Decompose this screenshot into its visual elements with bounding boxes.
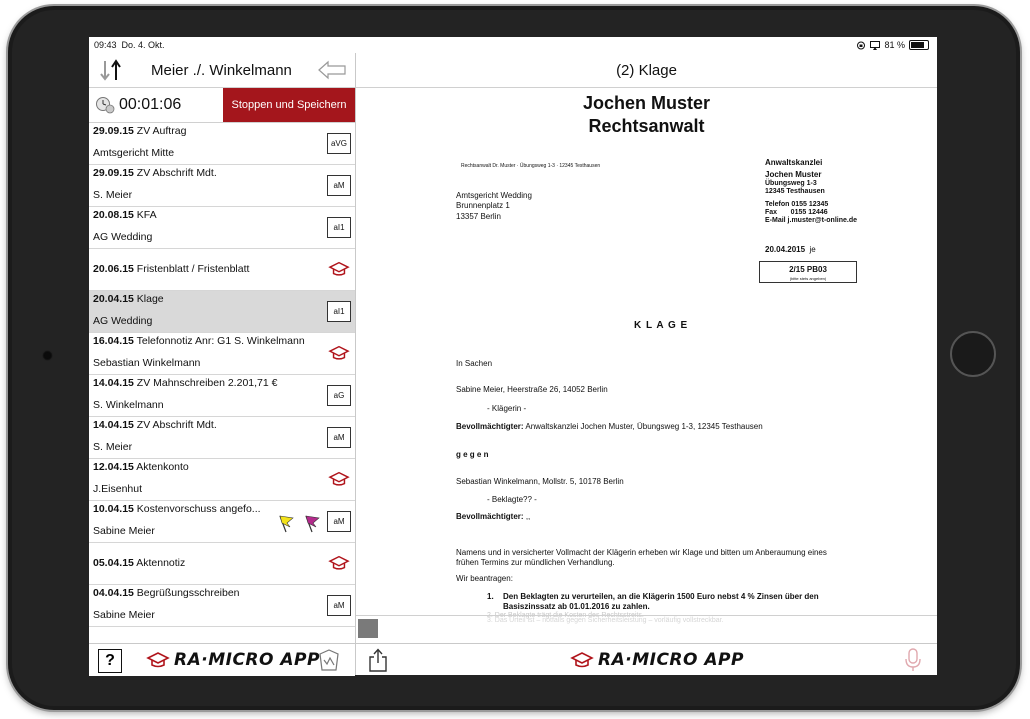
list-item-title xyxy=(93,335,305,347)
list-item-subtitle: S. Winkelmann xyxy=(93,399,164,411)
document-preview[interactable] xyxy=(356,88,937,619)
graduation-cap-icon[interactable] xyxy=(329,345,349,361)
list-item-text: Telefonnotiz Anr: G1 S. Winkelmann xyxy=(136,335,305,347)
microphone-icon[interactable] xyxy=(904,648,922,672)
list-item-badge[interactable]: aG xyxy=(327,385,351,406)
list-item-badge[interactable]: aI1 xyxy=(327,301,351,322)
doc-firm-fax: Fax 0155 12446 xyxy=(765,209,828,216)
list-item-text: KFA xyxy=(136,209,157,221)
list-item-date: 14.04.15 xyxy=(93,377,134,389)
list-item-title xyxy=(93,419,217,431)
list-item-title xyxy=(93,557,185,569)
doc-paragraph-line2: frühen Termins zur mündlichen Verhandlung. xyxy=(456,558,615,567)
list-item-subtitle: S. Meier xyxy=(93,189,133,201)
share-icon[interactable] xyxy=(368,648,388,672)
list-item-title xyxy=(93,125,186,137)
list-item[interactable] xyxy=(89,543,355,585)
battery-percent: 81 % xyxy=(884,40,905,50)
doc-defendant: Sebastian Winkelmann, Mollstr. 5, 10178 Berlin xyxy=(456,477,624,486)
list-item-date: 20.06.15 xyxy=(93,263,134,275)
list-item-date: 05.04.15 xyxy=(93,557,134,569)
graduation-cap-icon xyxy=(571,652,593,668)
list-item-badge[interactable]: aM xyxy=(327,175,351,196)
list-item[interactable] xyxy=(89,249,355,291)
doc-firm-heading: Anwaltskanzlei xyxy=(765,158,823,167)
doc-counsel2-label: Bevollmächtigter: xyxy=(456,512,524,521)
doc-recipient-line1: Amtsgericht Wedding xyxy=(456,191,532,200)
list-item-text: Fristenblatt / Fristenblatt xyxy=(136,263,250,275)
document-toolbar xyxy=(356,615,937,642)
document-list xyxy=(89,123,355,643)
list-item-text: ZV Auftrag xyxy=(136,125,187,137)
graduation-cap-icon[interactable] xyxy=(329,261,349,277)
left-pane xyxy=(89,53,356,675)
list-item-subtitle: S. Meier xyxy=(93,441,133,453)
list-item-date: 16.04.15 xyxy=(93,335,134,347)
list-item-badge[interactable]: aM xyxy=(327,427,351,448)
doc-in-sachen: In Sachen xyxy=(456,359,493,368)
list-item[interactable] xyxy=(89,123,355,165)
list-item-title xyxy=(93,503,261,515)
doc-request1-line2: Basiszinssatz ab 01.01.2016 zu zahlen. xyxy=(503,602,650,611)
list-item-date: 29.09.15 xyxy=(93,167,134,179)
status-time: 09:43 xyxy=(94,40,117,50)
list-item-date: 10.04.15 xyxy=(93,503,134,515)
doc-firm-email: E-Mail j.muster@t-online.de xyxy=(765,217,858,224)
doc-beantragen: Wir beantragen: xyxy=(456,574,513,583)
timer-row xyxy=(89,88,355,123)
doc-reference: 2/15 PB03 xyxy=(789,265,827,274)
list-item-badge[interactable]: aI1 xyxy=(327,217,351,238)
list-item-badge[interactable]: aM xyxy=(327,511,351,532)
camera xyxy=(42,350,53,361)
list-item-title xyxy=(93,461,189,473)
orientation-lock-icon xyxy=(856,41,866,50)
list-item-title xyxy=(93,587,240,599)
logo-text: RA·MICRO APP xyxy=(174,650,320,670)
signature-pad-icon[interactable] xyxy=(317,648,341,672)
list-item-date: 12.04.15 xyxy=(93,461,134,473)
back-arrow-icon[interactable] xyxy=(318,61,346,79)
doc-recipient-line3: 13357 Berlin xyxy=(456,212,501,221)
case-title: Meier ./. Winkelmann xyxy=(151,62,292,79)
list-item-title xyxy=(93,209,157,221)
battery-icon xyxy=(909,40,929,50)
doc-recipient-line2: Brunnenplatz 1 xyxy=(456,201,510,210)
list-item-date: 04.04.15 xyxy=(93,587,134,599)
list-item[interactable] xyxy=(89,207,355,249)
doc-request3: 3. Das Urteil ist – notfalls gegen Sicherheitsleistung – vorläufig vollstreckbar. xyxy=(487,617,724,624)
doc-defendant-role: - Beklagte?? - xyxy=(487,495,537,504)
doc-date: 20.04.2015 xyxy=(765,245,806,254)
purple-flag-icon[interactable] xyxy=(303,513,321,533)
list-item-subtitle: J.Eisenhut xyxy=(93,483,143,495)
timer-display: 00:01:06 xyxy=(119,96,182,113)
list-item-text: Aktennotiz xyxy=(136,557,186,569)
list-item-date: 14.04.15 xyxy=(93,419,134,431)
list-item-text: ZV Abschrift Mdt. xyxy=(136,167,217,179)
doc-firm-city: 12345 Testhausen xyxy=(765,188,825,195)
list-item-text: ZV Mahnschreiben 2.201,71 € xyxy=(136,377,278,389)
list-item-subtitle: Sabine Meier xyxy=(93,525,155,537)
doc-counsel1-value: Anwaltskanzlei Jochen Muster, Übungsweg 1-3, 12345 Testhausen xyxy=(525,422,763,431)
left-footer xyxy=(89,643,355,676)
doc-lawyer-title: Rechtsanwalt xyxy=(588,116,705,136)
list-item[interactable] xyxy=(89,333,355,375)
list-item-text: Klage xyxy=(136,293,164,305)
doc-firm-phone: Telefon 0155 12345 xyxy=(765,201,829,208)
list-item-text: Begrüßungsschreiben xyxy=(136,587,240,599)
doc-request2: 2. Der Beklagte trägt die Kosten des Rechtsstreits. xyxy=(487,612,644,619)
doc-plaintiff: Sabine Meier, Heerstraße 26, 14052 Berlin xyxy=(456,385,608,394)
list-item-date: 29.09.15 xyxy=(93,125,134,137)
left-header xyxy=(89,53,355,88)
ramicro-logo-right xyxy=(571,650,744,670)
graduation-cap-icon[interactable] xyxy=(329,555,349,571)
status-date: Do. 4. Okt. xyxy=(121,40,165,50)
doc-reference-box xyxy=(759,261,857,283)
list-item[interactable] xyxy=(89,375,355,417)
list-item-subtitle: AG Wedding xyxy=(93,231,153,243)
yellow-flag-icon[interactable] xyxy=(277,513,295,533)
list-item-text: ZV Abschrift Mdt. xyxy=(136,419,217,431)
right-pane xyxy=(356,53,937,675)
doc-counsel2-value: ,, xyxy=(525,512,531,521)
doc-request-number: 1. xyxy=(487,592,494,601)
doc-heading: K L A G E xyxy=(634,320,689,331)
screen xyxy=(89,37,937,675)
doc-plaintiff-role: - Klägerin - xyxy=(487,404,527,413)
graduation-cap-icon[interactable] xyxy=(329,471,349,487)
list-item-badge[interactable]: aVG xyxy=(327,133,351,154)
list-item[interactable] xyxy=(89,291,355,333)
doc-firm-street: Übungsweg 1-3 xyxy=(765,180,817,187)
airplay-icon xyxy=(870,41,880,50)
help-button[interactable]: ? xyxy=(98,649,122,673)
doc-request1-line1: Den Beklagten zu verurteilen, an die Klägerin 1500 Euro nebst 4 % Zinsen über den xyxy=(503,592,819,601)
ramicro-logo xyxy=(147,650,320,670)
doc-reference-note: (bitte stets angeben) xyxy=(789,276,827,281)
doc-sender-line: Rechtsanwalt Dr. Muster · Übungsweg 1-3 · 12345 Testhausen xyxy=(461,163,601,169)
list-item-title xyxy=(93,263,249,275)
list-item-date: 20.08.15 xyxy=(93,209,134,221)
list-item[interactable] xyxy=(89,417,355,459)
doc-gegen: g e g e n xyxy=(456,450,489,459)
doc-date-suffix: je xyxy=(809,245,816,254)
list-item-subtitle: Sebastian Winkelmann xyxy=(93,357,201,369)
stop-and-save-button[interactable]: Stoppen und Speichern xyxy=(223,88,355,122)
page-thumbnail[interactable] xyxy=(358,619,378,638)
list-item-badge[interactable]: aM xyxy=(327,595,351,616)
list-item[interactable] xyxy=(89,459,355,501)
right-footer xyxy=(356,643,937,676)
doc-firm-name: Jochen Muster xyxy=(765,170,822,179)
graduation-cap-icon xyxy=(147,652,169,668)
right-header xyxy=(356,53,937,88)
list-item[interactable] xyxy=(89,501,355,543)
battery-fill xyxy=(911,42,924,48)
doc-lawyer-name: Jochen Muster xyxy=(582,93,711,113)
list-item-title xyxy=(93,377,277,389)
doc-paragraph-line1: Namens und in versicherter Vollmacht der Klägerin erheben wir Klage und bitten um Anberaumung eines xyxy=(456,548,827,557)
list-item-title xyxy=(93,293,164,305)
logo-text: RA·MICRO APP xyxy=(598,650,744,670)
home-button[interactable] xyxy=(950,331,996,377)
list-item-subtitle: Amtsgericht Mitte xyxy=(93,147,175,159)
timer-clock-icon xyxy=(95,96,115,114)
list-item-subtitle: Sabine Meier xyxy=(93,609,155,621)
list-item-subtitle: AG Wedding xyxy=(93,315,153,327)
list-item-text: Kostenvorschuss angefo... xyxy=(136,503,261,515)
list-item-date: 20.04.15 xyxy=(93,293,134,305)
status-bar xyxy=(89,37,937,53)
list-item[interactable] xyxy=(89,585,355,627)
document-title: (2) Klage xyxy=(616,62,677,79)
list-item-title xyxy=(93,167,217,179)
list-item-text: Aktenkonto xyxy=(136,461,189,473)
doc-counsel1-label: Bevollmächtigter: xyxy=(456,422,524,431)
list-item[interactable] xyxy=(89,165,355,207)
sort-icon[interactable] xyxy=(99,59,123,81)
